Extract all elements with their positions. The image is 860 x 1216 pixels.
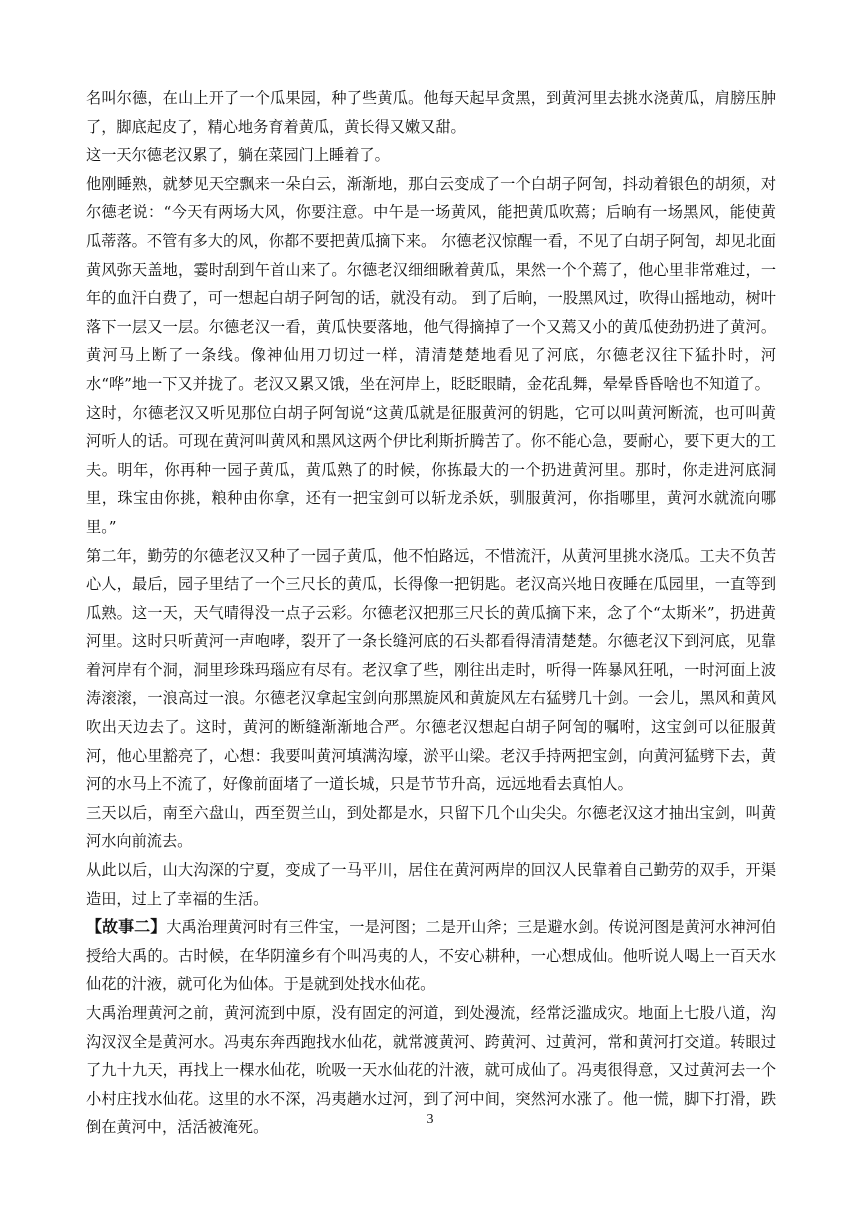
paragraph: 第二年，勤劳的尔德老汉又种了一园子黄瓜，他不怕路远，不惜流汗，从黄河里挑水浇瓜。工夫不负苦心人，最后，园子里结了一个三尺长的黄瓜，长得像一把钥匙。老汉高兴地日夜睡在瓜园里，一直等到瓜熟。这一天，天气晴得没一点子云彩。尔德老汉把那三尺长的黄瓜摘下来，念了个“太斯米”，扔进黄河里。这时只听黄河一声咆哮，裂开了一条长缝河底的石头都看得清清楚楚。尔德老汉下到河底，见靠着河岸有个洞，洞里珍珠玛瑙应有尽有。老汉拿了些，刚往出走时，听得一阵暴风狂吼，一时河面上波涛滚滚，一浪高过一浪。尔德老汉拿起宝剑向那黑旋风和黄旋风左右猛劈几十剑。一会儿，黑风和黄风吹出天边去了。这时，黄河的断缝渐渐地合严。尔德老汉想起白胡子阿訇的嘱咐，这宝剑可以征服黄河，他心里豁亮了，心想：我要叫黄河填满沟壕，淤平山梁。老汉手持两把宝剑，向黄河猛劈下去，黄河的水马上不流了，好像前面堵了一道长城，只是节节升高，远远地看去真怕人。	[86, 546, 776, 794]
paragraph: 这一天尔德老汉累了，躺在菜园门上睡着了。	[86, 146, 390, 165]
paragraph: 从此以后，山大沟深的宁夏，变成了一马平川，居住在黄河两岸的回汉人民靠着自己勤劳的双手，开渠造田，过上了幸福的生活。	[86, 861, 776, 908]
paragraph: 三天以后，南至六盘山，西至贺兰山，到处都是水，只留下几个山尖尖。尔德老汉这才抽出宝剑，叫黄河水向前流去。	[86, 803, 776, 851]
story-label: 【故事二】	[86, 917, 167, 937]
paragraph: 名叫尔德，在山上开了一个瓜果园，种了些黄瓜。他每天起早贪黑，到黄河里去挑水浇黄瓜，肩膀压肿了，脚底起皮了，精心地务育着黄瓜，黄长得又嫩又甜。	[86, 89, 776, 136]
paragraph: 他刚睡熟，就梦见天空飘来一朵白云，渐渐地，那白云变成了一个白胡子阿訇，抖动着银色的胡须，对尔德老说：“今天有两场大风，你要注意。中午是一场黄风，能把黄瓜吹蔫；后晌有一场黑风，能使黄瓜蒂落。不管有多大的风，你都不要把黄瓜摘下来。 尔德老汉惊醒一看，不见了白胡子阿訇，却见北面黄风弥天盖地，霎时刮到午首山来了。尔德老汉细细瞅着黄瓜，果然一个个蔫了，他心里非常难过，一年的血汗白费了，可一想起白胡子阿訇的话，就没有动。 到了后晌，一股黑风过，吹得山摇地动，树叶落下一层又一层。尔德老汉一看，黄瓜快要落地，他气得摘掉了一个又蔫又小的黄瓜使劲扔进了黄河。黄河马上断了一条线。像神仙用刀切过一样，清清楚楚地看见了河底，尔德老汉往下猛扑时，河水“哗”地一下又并拢了。老汉又累又饿，坐在河岸上，眨眨眼睛，金花乱舞，晕晕昏昏啥也不知道了。	[86, 174, 776, 393]
paragraph-story-two	[86, 913, 776, 999]
paragraph: 这时，尔德老汉又听见那位白胡子阿訇说“这黄瓜就是征服黄河的钥匙，它可以叫黄河断流，也可叫黄河听人的话。可现在黄河叫黄风和黑风这两个伊比利斯折腾苦了。你不能心急，要耐心，要下更大的工夫。明年，你再种一园子黄瓜，黄瓜熟了的时候，你拣最大的一个扔进黄河里。那时，你走进河底洞里，珠宝由你挑，粮种由你拿，还有一把宝剑可以斩龙杀妖，驯服黄河，你指哪里，黄河水就流向哪里。”	[86, 403, 776, 536]
story-intro: 大禹治理黄河时有三件宝，一是河图；二是开山斧；三是避水剑。传说河图是黄河水神河伯授给大禹的。古时候，在华阴潼乡有个叫冯夷的人，不安心耕种，一心想成仙。他听说人喝上一百天水仙花的汁液，就可化为仙体。于是就到处找水仙花。	[86, 918, 776, 994]
document-body	[86, 84, 776, 1142]
page-number: 3	[426, 1112, 434, 1127]
paragraph: 大禹治理黄河之前，黄河流到中原，没有固定的河道，到处漫流，经常泛滥成灾。地面上七股八道，沟沟汊汊全是黄河水。冯夷东奔西跑找水仙花，就常渡黄河、跨黄河、过黄河，常和黄河打交道。转眼过了九十九天，再找上一棵水仙花，吮吸一天水仙花的汁液，就可成仙了。冯夷很得意，又过黄河去一个小村庄找水仙花。这里的水不深，冯夷趟水过河，到了河中间，突然河水涨了。他一慌，脚下打滑，跌倒在黄河中，活活被淹死。	[86, 1004, 776, 1137]
